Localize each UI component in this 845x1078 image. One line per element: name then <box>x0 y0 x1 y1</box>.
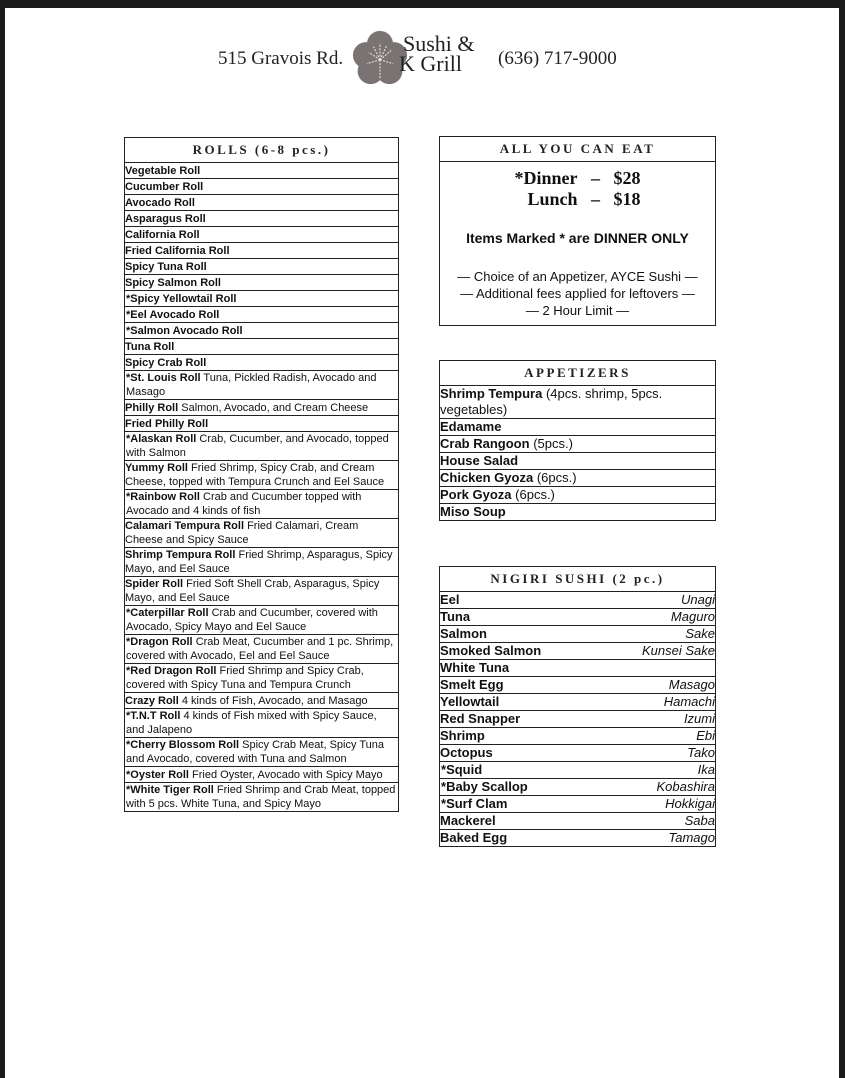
item-name: Cucumber Roll <box>125 180 204 193</box>
menu-row <box>125 227 399 243</box>
appetizer-item <box>440 453 716 470</box>
item-name: Spicy Tuna Roll <box>125 260 207 273</box>
menu-row <box>125 432 399 461</box>
item-name: Spicy Crab Roll <box>125 356 207 369</box>
menu-row <box>125 211 399 227</box>
menu-row <box>125 635 399 664</box>
item-name: Surf Clam <box>446 796 508 811</box>
menu-row <box>440 830 716 847</box>
item-description: Tuna, Pickled Radish, Avocado and Masago <box>126 372 377 398</box>
item-name: Yummy Roll <box>125 462 188 474</box>
appetizers-table <box>439 360 716 521</box>
menu-row <box>440 660 716 677</box>
nigiri-item <box>440 711 716 728</box>
roll-item <box>125 339 399 355</box>
brand-name: Sushi & K Grill <box>399 31 475 76</box>
item-description: Crab Meat, Cucumber and 1 pc. Shrimp, covered with Avocado, Eel and Eel Sauce <box>126 636 394 662</box>
roll-item <box>125 767 399 783</box>
menu-row <box>125 783 399 812</box>
dinner-only-star: * <box>126 739 131 751</box>
dinner-only-star: * <box>126 665 131 677</box>
section-title: ALL YOU CAN EAT <box>440 137 716 162</box>
roll-item <box>125 243 399 259</box>
item-name: Tuna Roll <box>125 340 175 353</box>
item-name: Crab Rangoon <box>440 436 530 451</box>
roll-item <box>125 291 399 307</box>
japanese-name: Sake <box>685 626 715 641</box>
japanese-name: Unagi <box>681 592 715 607</box>
roll-item <box>125 461 399 490</box>
japanese-name: Ebi <box>696 728 715 743</box>
item-name: Baked Egg <box>440 830 508 845</box>
menu-row <box>125 371 399 400</box>
menu-row <box>125 664 399 693</box>
item-name: T.N.T Roll <box>130 710 181 722</box>
item-name: Dragon Roll <box>130 636 193 648</box>
nigiri-item <box>440 643 716 660</box>
menu-row <box>440 694 716 711</box>
item-name: Smoked Salmon <box>440 643 542 658</box>
menu-row <box>440 745 716 762</box>
menu-row <box>440 711 716 728</box>
roll-item <box>125 307 399 323</box>
menu-page <box>5 8 839 1078</box>
item-description: Fried Oyster, Avocado with Spicy Mayo <box>192 768 383 781</box>
dinner-label: *Dinner <box>514 168 578 188</box>
dinner-only-star: * <box>126 324 131 337</box>
item-description: Crab and Cucumber, covered with Avocado, Spicy Mayo and Eel Sauce <box>126 607 378 633</box>
item-description: Fried Soft Shell Crab, Asparagus, Spicy Mayo, and Eel Sauce <box>125 578 380 604</box>
dinner-only-star: * <box>126 768 131 781</box>
roll-item <box>125 275 399 291</box>
item-name: House Salad <box>440 453 519 468</box>
item-name: Fried California Roll <box>125 244 230 257</box>
dinner-only-note: Items Marked * are DINNER ONLY <box>466 230 689 246</box>
roll-item <box>125 163 399 179</box>
japanese-name: Kobashira <box>656 779 715 794</box>
item-name: Squid <box>446 762 483 777</box>
menu-row <box>440 487 716 504</box>
roll-item <box>125 709 399 738</box>
dinner-only-star: * <box>126 433 131 445</box>
item-name: White Tiger Roll <box>130 784 214 796</box>
item-name: Avocado Roll <box>125 196 195 209</box>
menu-row <box>125 275 399 291</box>
item-description: (6pcs.) <box>515 487 555 502</box>
japanese-name: Tamago <box>668 830 715 845</box>
menu-row <box>125 548 399 577</box>
item-name: Octopus <box>440 745 493 760</box>
item-description: Fried Shrimp, Spicy Crab, and Cream Cheese, topped with Tempura Crunch and Eel Sauce <box>125 462 385 488</box>
dinner-only-star: * <box>126 292 131 305</box>
item-description: Crab and Cucumber topped with Avocado and 4 kinds of fish <box>126 491 362 517</box>
item-description: Fried Shrimp and Crab Meat, topped with 5 pcs. White Tuna, and Spicy Mayo <box>126 784 396 810</box>
roll-item <box>125 548 399 577</box>
roll-item <box>125 577 399 606</box>
menu-row <box>125 490 399 519</box>
roll-item <box>125 416 399 432</box>
dinner-only-star: * <box>126 784 131 796</box>
item-name: Alaskan Roll <box>130 433 197 445</box>
japanese-name: Hamachi <box>663 694 715 709</box>
menu-row <box>440 626 716 643</box>
item-name: Red Dragon Roll <box>130 665 217 677</box>
roll-item <box>125 259 399 275</box>
menu-row <box>440 643 716 660</box>
roll-item <box>125 355 399 371</box>
menu-row <box>440 762 716 779</box>
roll-item <box>125 783 399 812</box>
menu-row <box>125 738 399 767</box>
roll-item <box>125 635 399 664</box>
menu-row <box>125 339 399 355</box>
item-name: Baby Scallop <box>446 779 528 794</box>
item-name: Vegetable Roll <box>125 164 201 177</box>
item-name: Oyster Roll <box>130 768 189 781</box>
address: 515 Gravois Rd. <box>218 48 344 69</box>
roll-item <box>125 606 399 635</box>
menu-row <box>440 386 716 419</box>
nigiri-item <box>440 677 716 694</box>
roll-item <box>125 432 399 461</box>
item-description: Salmon, Avocado, and Cream Cheese <box>181 401 369 414</box>
item-name: Rainbow Roll <box>130 491 200 503</box>
item-description: Crab, Cucumber, and Avocado, topped with Salmon <box>126 433 389 459</box>
roll-item <box>125 323 399 339</box>
nigiri-item <box>440 592 716 609</box>
item-name: Caterpillar Roll <box>130 607 209 619</box>
ayce-box <box>439 136 716 326</box>
item-name: Pork Gyoza <box>440 487 512 502</box>
nigiri-item <box>440 626 716 643</box>
dinner-only-star: * <box>441 762 447 777</box>
item-name: Yellowtail <box>440 694 500 709</box>
section-title: NIGIRI SUSHI (2 pc.) <box>440 567 716 592</box>
menu-row <box>125 307 399 323</box>
menu-row <box>440 436 716 453</box>
menu-row <box>440 504 716 521</box>
menu-row <box>440 470 716 487</box>
item-description: Fried Calamari, Cream Cheese and Spicy Sauce <box>125 520 359 546</box>
japanese-name: Masago <box>668 677 715 692</box>
item-name: Asparagus Roll <box>125 212 206 225</box>
dinner-only-star: * <box>441 796 447 811</box>
item-description: 4 kinds of Fish mixed with Spicy Sauce, and Jalapeno <box>126 710 377 736</box>
japanese-name: Izumi <box>683 711 715 726</box>
japanese-name: Ika <box>697 762 715 777</box>
item-name: Spicy Yellowtail Roll <box>130 292 237 305</box>
item-name: Spider Roll <box>125 578 184 590</box>
item-name: Crazy Roll <box>125 694 179 707</box>
menu-row <box>125 323 399 339</box>
dinner-only-star: * <box>126 607 131 619</box>
item-name: Spicy Salmon Roll <box>125 276 221 289</box>
item-description: (6pcs.) <box>536 470 577 485</box>
item-name: Tuna <box>440 609 471 624</box>
menu-row <box>125 606 399 635</box>
menu-row <box>440 609 716 626</box>
nigiri-item <box>440 830 716 847</box>
nigiri-item <box>440 796 716 813</box>
item-name: Red Snapper <box>440 711 521 726</box>
nigiri-item <box>440 762 716 779</box>
item-name: Eel <box>440 592 460 607</box>
menu-row <box>125 519 399 548</box>
item-description: Fried Shrimp and Spicy Crab, covered with Spicy Tuna and Tempura Crunch <box>126 665 364 691</box>
roll-item <box>125 519 399 548</box>
menu-row <box>440 453 716 470</box>
item-name: Eel Avocado Roll <box>130 308 220 321</box>
lunch-price: $18 <box>613 189 641 209</box>
menu-row <box>125 767 399 783</box>
item-description: Spicy Crab Meat, Spicy Tuna and Avocado, covered with Tuna and Salmon <box>126 739 384 765</box>
item-name: California Roll <box>125 228 200 241</box>
roll-item <box>125 211 399 227</box>
dinner-only-star: * <box>126 710 131 722</box>
section-title: ROLLS (6-8 pcs.) <box>125 138 399 163</box>
menu-row <box>125 709 399 738</box>
dinner-only-star: * <box>126 372 131 384</box>
menu-row <box>440 419 716 436</box>
menu-row <box>125 195 399 211</box>
ayce-notes: — Choice of an Appetizer, AYCE Sushi — — Additional fees applied for leftovers — — 2 Hour Limit — <box>457 269 698 318</box>
japanese-name: Kunsei Sake <box>642 643 715 658</box>
item-name: Cherry Blossom Roll <box>130 739 240 751</box>
appetizer-item <box>440 487 716 504</box>
item-name: Philly Roll <box>125 401 179 414</box>
appetizer-item <box>440 504 716 521</box>
dinner-only-star: * <box>441 779 447 794</box>
roll-item <box>125 195 399 211</box>
menu-row <box>125 577 399 606</box>
japanese-name: Hokkigai <box>665 796 715 811</box>
item-description: (5pcs.) <box>533 436 573 451</box>
dinner-price: $28 <box>613 168 641 188</box>
nigiri-item <box>440 728 716 745</box>
item-name: Calamari Tempura Roll <box>125 520 244 532</box>
phone-number: (636) 717-9000 <box>498 48 617 69</box>
menu-row <box>125 461 399 490</box>
roll-item <box>125 400 399 416</box>
roll-item <box>125 179 399 195</box>
japanese-name: Saba <box>684 813 715 828</box>
dinner-only-star: * <box>126 308 131 321</box>
menu-row <box>440 728 716 745</box>
item-name: Smelt Egg <box>440 677 504 692</box>
item-description: (4pcs. shrimp, 5pcs. vegetables) <box>440 386 663 417</box>
item-name: Shrimp Tempura Roll <box>125 549 236 561</box>
item-description: 4 kinds of Fish, Avocado, and Masago <box>181 694 368 707</box>
roll-item <box>125 490 399 519</box>
dinner-only-star: * <box>126 636 131 648</box>
menu-row <box>125 259 399 275</box>
appetizer-item <box>440 436 716 453</box>
item-name: Chicken Gyoza <box>440 470 534 485</box>
roll-item <box>125 371 399 400</box>
rolls-table <box>124 137 399 812</box>
roll-item <box>125 738 399 767</box>
menu-row <box>440 779 716 796</box>
nigiri-item <box>440 779 716 796</box>
item-name: Salmon Avocado Roll <box>130 324 243 337</box>
item-name: Mackerel <box>440 813 496 828</box>
roll-item <box>125 693 399 709</box>
item-name: White Tuna <box>440 660 510 675</box>
menu-row <box>440 592 716 609</box>
item-description: Fried Shrimp, Asparagus, Spicy Mayo, and Eel Sauce <box>125 549 393 575</box>
japanese-name: Maguro <box>670 609 715 624</box>
roll-item <box>125 227 399 243</box>
menu-row <box>125 179 399 195</box>
ayce-prices: *Dinner – $28 Lunch – $18 <box>444 168 711 210</box>
menu-row <box>440 796 716 813</box>
section-title: APPETIZERS <box>440 361 716 386</box>
menu-row <box>125 163 399 179</box>
item-name: Shrimp Tempura <box>440 386 543 401</box>
menu-row <box>125 400 399 416</box>
lunch-label: Lunch <box>527 189 578 209</box>
nigiri-table <box>439 566 716 847</box>
nigiri-item <box>440 813 716 830</box>
menu-header <box>5 30 839 90</box>
menu-row <box>125 291 399 307</box>
appetizer-item <box>440 386 716 419</box>
item-name: St. Louis Roll <box>130 372 201 384</box>
menu-row <box>125 355 399 371</box>
nigiri-item <box>440 609 716 626</box>
item-name: Miso Soup <box>440 504 506 519</box>
menu-row <box>440 677 716 694</box>
item-name: Fried Philly Roll <box>125 417 209 430</box>
roll-item <box>125 664 399 693</box>
appetizer-item <box>440 419 716 436</box>
menu-row <box>125 243 399 259</box>
item-name: Salmon <box>440 626 487 641</box>
nigiri-item <box>440 660 716 677</box>
nigiri-item <box>440 745 716 762</box>
menu-row <box>440 813 716 830</box>
item-name: Edamame <box>440 419 502 434</box>
dinner-only-star: * <box>126 491 131 503</box>
menu-row <box>125 416 399 432</box>
appetizer-item <box>440 470 716 487</box>
japanese-name: Tako <box>687 745 715 760</box>
item-name: Shrimp <box>440 728 485 743</box>
nigiri-item <box>440 694 716 711</box>
menu-row <box>125 693 399 709</box>
